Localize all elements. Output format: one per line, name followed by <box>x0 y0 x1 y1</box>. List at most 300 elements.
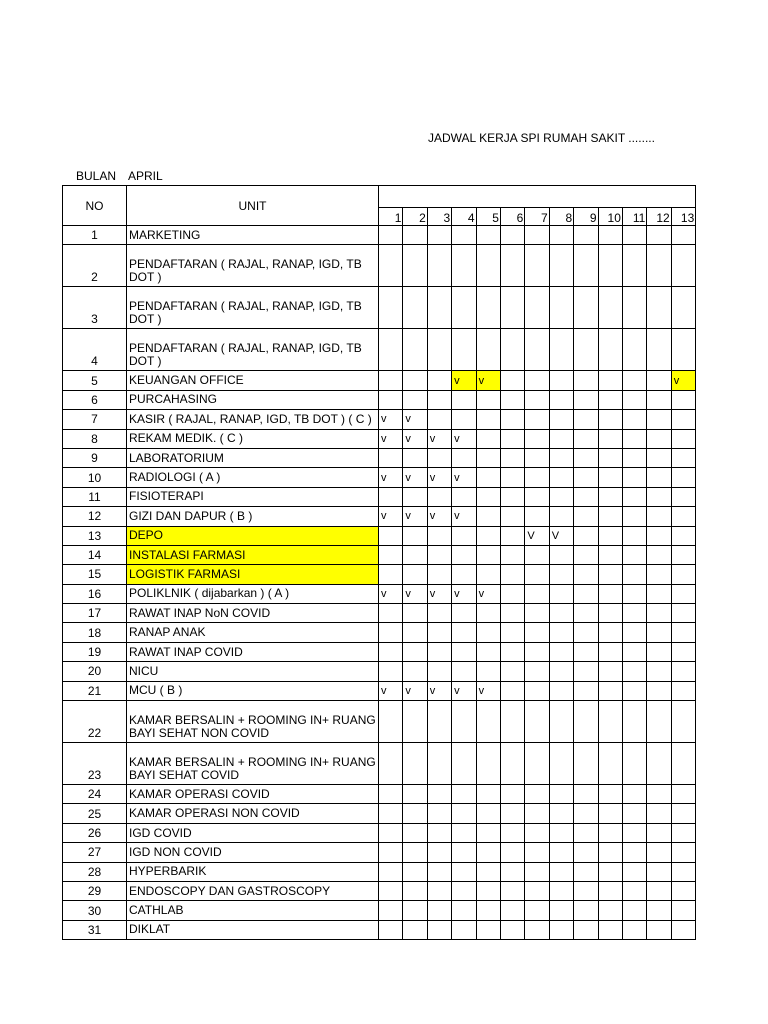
day-cell <box>647 329 671 371</box>
day-cell <box>427 901 451 920</box>
table-row <box>63 920 696 939</box>
day-cell <box>671 681 696 700</box>
day-cell <box>549 226 573 245</box>
day-cell <box>525 448 549 467</box>
day-cell <box>452 662 476 681</box>
day-cell <box>452 862 476 881</box>
day-cell <box>647 604 671 623</box>
day-cell <box>574 743 598 785</box>
day-cell <box>622 642 646 661</box>
day-cell <box>452 487 476 506</box>
day-cell <box>598 329 622 371</box>
day-cell <box>525 662 549 681</box>
day-cell <box>427 823 451 842</box>
day-cell <box>671 823 696 842</box>
row-number: 20 <box>63 662 127 681</box>
table-row <box>63 701 696 743</box>
row-number: 13 <box>63 526 127 545</box>
day-cell <box>598 881 622 900</box>
day-cell <box>598 843 622 862</box>
day-cell <box>574 662 598 681</box>
day-cell <box>476 823 500 842</box>
day-cell <box>500 545 524 564</box>
day-cell <box>525 823 549 842</box>
day-cell <box>574 804 598 823</box>
day-cell <box>476 287 500 329</box>
day-cell <box>549 429 573 448</box>
day-cell <box>525 565 549 584</box>
row-number: 17 <box>63 604 127 623</box>
day-cell <box>549 843 573 862</box>
table-row <box>63 565 696 584</box>
day-cell <box>574 701 598 743</box>
day-cell <box>598 468 622 487</box>
day-cell <box>427 565 451 584</box>
day-cell <box>647 468 671 487</box>
day-cell <box>549 743 573 785</box>
table-row <box>63 410 696 429</box>
month-label: BULAN <box>76 169 117 183</box>
day-cell <box>403 245 427 287</box>
day-cell <box>549 584 573 603</box>
day-cell <box>574 584 598 603</box>
day-cell <box>452 642 476 661</box>
day-cell <box>598 901 622 920</box>
day-cell <box>452 545 476 564</box>
row-number: 30 <box>63 901 127 920</box>
row-number: 25 <box>63 804 127 823</box>
day-cell <box>574 526 598 545</box>
day-cell <box>379 642 403 661</box>
table-row <box>63 545 696 564</box>
row-number: 4 <box>63 329 127 371</box>
day-cell <box>403 448 427 467</box>
day-cell <box>622 545 646 564</box>
day-cell <box>671 245 696 287</box>
day-cell <box>622 507 646 526</box>
table-row <box>63 785 696 804</box>
day-cell <box>452 743 476 785</box>
day-cell <box>598 507 622 526</box>
day-cell <box>525 843 549 862</box>
row-number: 6 <box>63 390 127 409</box>
day-cell <box>671 743 696 785</box>
row-number: 21 <box>63 681 127 700</box>
day-cell <box>500 604 524 623</box>
day-cell: v <box>452 681 476 700</box>
table-row <box>63 487 696 506</box>
day-cell <box>476 410 500 429</box>
day-cell: v <box>452 468 476 487</box>
day-cell <box>452 565 476 584</box>
day-cell <box>549 487 573 506</box>
unit-name: RADIOLOGI ( A ) <box>127 468 379 487</box>
day-cell <box>379 245 403 287</box>
day-cell <box>598 371 622 390</box>
day-cell <box>574 604 598 623</box>
day-cell <box>379 287 403 329</box>
day-cell <box>476 623 500 642</box>
day-cell: v <box>403 584 427 603</box>
day-cell: v <box>427 468 451 487</box>
day-cell <box>598 642 622 661</box>
day-cell <box>647 623 671 642</box>
day-cell <box>427 245 451 287</box>
unit-name: LOGISTIK FARMASI <box>127 565 379 584</box>
unit-name: CATHLAB <box>127 901 379 920</box>
day-cell <box>379 785 403 804</box>
day-cell <box>549 785 573 804</box>
day-cell <box>452 881 476 900</box>
day-cell <box>622 743 646 785</box>
day-cell <box>525 390 549 409</box>
day-cell <box>647 429 671 448</box>
row-number: 28 <box>63 862 127 881</box>
day-cell <box>598 701 622 743</box>
unit-name: RANAP ANAK <box>127 623 379 642</box>
day-cell: v <box>379 429 403 448</box>
unit-name: DIKLAT <box>127 920 379 939</box>
day-cell <box>647 920 671 939</box>
day-cell <box>427 329 451 371</box>
day-cell <box>598 785 622 804</box>
day-cell: v <box>427 507 451 526</box>
unit-name: MARKETING <box>127 226 379 245</box>
day-cell <box>452 226 476 245</box>
day-cell <box>403 920 427 939</box>
day-cell <box>549 701 573 743</box>
day-cell: v <box>671 371 696 390</box>
day-cell <box>379 448 403 467</box>
day-cell: v <box>403 681 427 700</box>
day-cell <box>647 565 671 584</box>
row-number: 24 <box>63 785 127 804</box>
day-cell <box>574 390 598 409</box>
day-cell <box>671 843 696 862</box>
unit-name: GIZI DAN DAPUR ( B ) <box>127 507 379 526</box>
day-cell <box>671 410 696 429</box>
day-cell <box>379 329 403 371</box>
day-cell <box>379 701 403 743</box>
day-cell: v <box>379 410 403 429</box>
day-cell <box>476 843 500 862</box>
header-unit: UNIT <box>127 186 379 226</box>
day-cell <box>574 862 598 881</box>
day-cell <box>671 881 696 900</box>
header-day: 1 <box>379 208 403 226</box>
day-cell <box>379 920 403 939</box>
unit-name: MCU ( B ) <box>127 681 379 700</box>
day-cell <box>525 743 549 785</box>
day-cell <box>427 662 451 681</box>
day-cell <box>647 843 671 862</box>
day-cell <box>379 390 403 409</box>
day-cell <box>549 371 573 390</box>
day-cell <box>622 604 646 623</box>
day-cell <box>427 410 451 429</box>
unit-name: KEUANGAN OFFICE <box>127 371 379 390</box>
day-cell <box>379 843 403 862</box>
header-day: 2 <box>403 208 427 226</box>
table-row <box>63 681 696 700</box>
day-cell <box>622 371 646 390</box>
table-row <box>63 804 696 823</box>
day-cell: v <box>476 681 500 700</box>
day-cell <box>379 623 403 642</box>
day-cell <box>379 743 403 785</box>
document-title: JADWAL KERJA SPI RUMAH SAKIT ........ <box>428 131 655 145</box>
day-cell <box>598 623 622 642</box>
day-cell <box>647 287 671 329</box>
day-cell <box>647 448 671 467</box>
day-cell: v <box>403 468 427 487</box>
table-row <box>63 526 696 545</box>
row-number: 31 <box>63 920 127 939</box>
day-cell <box>476 565 500 584</box>
day-cell <box>476 785 500 804</box>
day-cell <box>427 804 451 823</box>
day-cell <box>500 623 524 642</box>
day-cell <box>598 226 622 245</box>
day-cell <box>525 623 549 642</box>
day-cell <box>598 390 622 409</box>
day-cell <box>476 448 500 467</box>
day-cell <box>598 448 622 467</box>
day-cell <box>525 487 549 506</box>
table-row <box>63 584 696 603</box>
day-cell <box>598 920 622 939</box>
day-cell <box>476 226 500 245</box>
day-cell <box>452 390 476 409</box>
day-cell <box>549 804 573 823</box>
row-number: 23 <box>63 743 127 785</box>
day-cell <box>647 662 671 681</box>
day-cell <box>671 804 696 823</box>
day-cell <box>574 785 598 804</box>
day-cell <box>549 287 573 329</box>
table-row <box>63 468 696 487</box>
header-day: 6 <box>500 208 524 226</box>
day-cell <box>500 920 524 939</box>
day-cell <box>622 623 646 642</box>
day-cell <box>379 881 403 900</box>
day-cell <box>452 804 476 823</box>
day-cell <box>549 604 573 623</box>
day-cell <box>549 662 573 681</box>
unit-name: INSTALASI FARMASI <box>127 545 379 564</box>
day-cell <box>671 565 696 584</box>
day-cell <box>647 701 671 743</box>
day-cell <box>500 526 524 545</box>
day-cell <box>452 901 476 920</box>
day-cell <box>500 329 524 371</box>
day-cell <box>476 862 500 881</box>
day-cell <box>574 507 598 526</box>
header-day: 5 <box>476 208 500 226</box>
unit-name: NICU <box>127 662 379 681</box>
day-cell <box>671 545 696 564</box>
day-cell <box>598 584 622 603</box>
day-cell <box>476 390 500 409</box>
day-cell <box>379 545 403 564</box>
header-day: 7 <box>525 208 549 226</box>
day-cell <box>500 468 524 487</box>
day-cell <box>379 371 403 390</box>
day-cell <box>525 881 549 900</box>
day-cell <box>452 245 476 287</box>
day-cell <box>452 604 476 623</box>
day-cell: v <box>379 468 403 487</box>
table-row <box>63 843 696 862</box>
day-cell <box>403 526 427 545</box>
table-row <box>63 448 696 467</box>
day-cell <box>598 245 622 287</box>
day-cell <box>647 245 671 287</box>
table-row <box>63 623 696 642</box>
day-cell <box>622 901 646 920</box>
unit-name: KAMAR BERSALIN + ROOMING IN+ RUANG BAYI SEHAT NON COVID <box>127 701 379 743</box>
day-cell <box>574 823 598 842</box>
day-cell <box>622 862 646 881</box>
table-row <box>63 862 696 881</box>
day-cell <box>525 920 549 939</box>
day-cell <box>403 390 427 409</box>
day-cell <box>671 920 696 939</box>
day-cell <box>525 681 549 700</box>
row-number: 14 <box>63 545 127 564</box>
day-cell <box>500 862 524 881</box>
day-cell <box>549 507 573 526</box>
unit-name: ENDOSCOPY DAN GASTROSCOPY <box>127 881 379 900</box>
day-cell <box>379 901 403 920</box>
day-cell: v <box>403 429 427 448</box>
day-cell <box>622 565 646 584</box>
table-row <box>63 390 696 409</box>
day-cell <box>574 920 598 939</box>
day-cell <box>647 545 671 564</box>
day-cell <box>403 662 427 681</box>
day-cell <box>500 245 524 287</box>
table-row <box>63 329 696 371</box>
day-cell <box>476 642 500 661</box>
day-cell <box>671 785 696 804</box>
day-cell <box>476 662 500 681</box>
day-cell <box>622 584 646 603</box>
day-cell <box>647 390 671 409</box>
day-cell <box>525 901 549 920</box>
row-number: 1 <box>63 226 127 245</box>
day-cell <box>598 545 622 564</box>
row-number: 29 <box>63 881 127 900</box>
day-cell <box>574 226 598 245</box>
day-cell <box>476 701 500 743</box>
day-cell: v <box>452 584 476 603</box>
day-cell <box>379 804 403 823</box>
unit-name: KAMAR OPERASI COVID <box>127 785 379 804</box>
day-cell <box>671 390 696 409</box>
unit-name: PURCAHASING <box>127 390 379 409</box>
table-row <box>63 662 696 681</box>
day-cell: v <box>476 584 500 603</box>
day-cell <box>525 804 549 823</box>
day-cell <box>476 545 500 564</box>
day-cell <box>549 565 573 584</box>
day-cell <box>647 681 671 700</box>
row-number: 27 <box>63 843 127 862</box>
day-cell <box>622 429 646 448</box>
day-cell <box>452 920 476 939</box>
unit-name: DEPO <box>127 526 379 545</box>
header-day: 13 <box>671 208 696 226</box>
row-number: 22 <box>63 701 127 743</box>
day-cell <box>574 329 598 371</box>
unit-name: PENDAFTARAN ( RAJAL, RANAP, IGD, TB DOT ) <box>127 287 379 329</box>
day-cell <box>598 604 622 623</box>
day-cell <box>403 743 427 785</box>
day-cell: v <box>379 507 403 526</box>
day-cell <box>500 681 524 700</box>
day-cell <box>647 862 671 881</box>
day-cell <box>476 329 500 371</box>
day-cell <box>525 429 549 448</box>
day-cell <box>500 823 524 842</box>
day-cell <box>403 804 427 823</box>
day-cell <box>525 329 549 371</box>
day-cell <box>622 487 646 506</box>
day-cell <box>598 662 622 681</box>
day-cell <box>500 843 524 862</box>
row-number: 8 <box>63 429 127 448</box>
day-cell <box>525 287 549 329</box>
unit-name: REKAM MEDIK. ( C ) <box>127 429 379 448</box>
unit-name: IGD NON COVID <box>127 843 379 862</box>
day-cell <box>622 468 646 487</box>
day-cell <box>427 371 451 390</box>
day-cell <box>549 245 573 287</box>
day-cell <box>452 823 476 842</box>
day-cell <box>647 823 671 842</box>
row-number: 10 <box>63 468 127 487</box>
row-number: 5 <box>63 371 127 390</box>
day-cell <box>427 642 451 661</box>
day-cell <box>671 701 696 743</box>
day-cell <box>476 901 500 920</box>
day-cell <box>525 785 549 804</box>
day-cell <box>403 642 427 661</box>
day-cell <box>647 226 671 245</box>
unit-name: KASIR ( RAJAL, RANAP, IGD, TB DOT ) ( C ) <box>127 410 379 429</box>
day-cell <box>403 785 427 804</box>
table-row <box>63 901 696 920</box>
day-cell <box>574 245 598 287</box>
row-number: 11 <box>63 487 127 506</box>
day-cell <box>500 390 524 409</box>
day-cell: v <box>427 681 451 700</box>
day-cell <box>452 526 476 545</box>
table-row <box>63 287 696 329</box>
unit-name: KAMAR BERSALIN + ROOMING IN+ RUANG BAYI SEHAT COVID <box>127 743 379 785</box>
day-cell <box>671 487 696 506</box>
day-cell <box>574 410 598 429</box>
day-cell <box>598 565 622 584</box>
day-cell <box>549 681 573 700</box>
day-cell <box>525 584 549 603</box>
day-cell <box>500 507 524 526</box>
day-cell <box>500 429 524 448</box>
day-cell <box>598 743 622 785</box>
day-cell <box>427 448 451 467</box>
table-row <box>63 429 696 448</box>
